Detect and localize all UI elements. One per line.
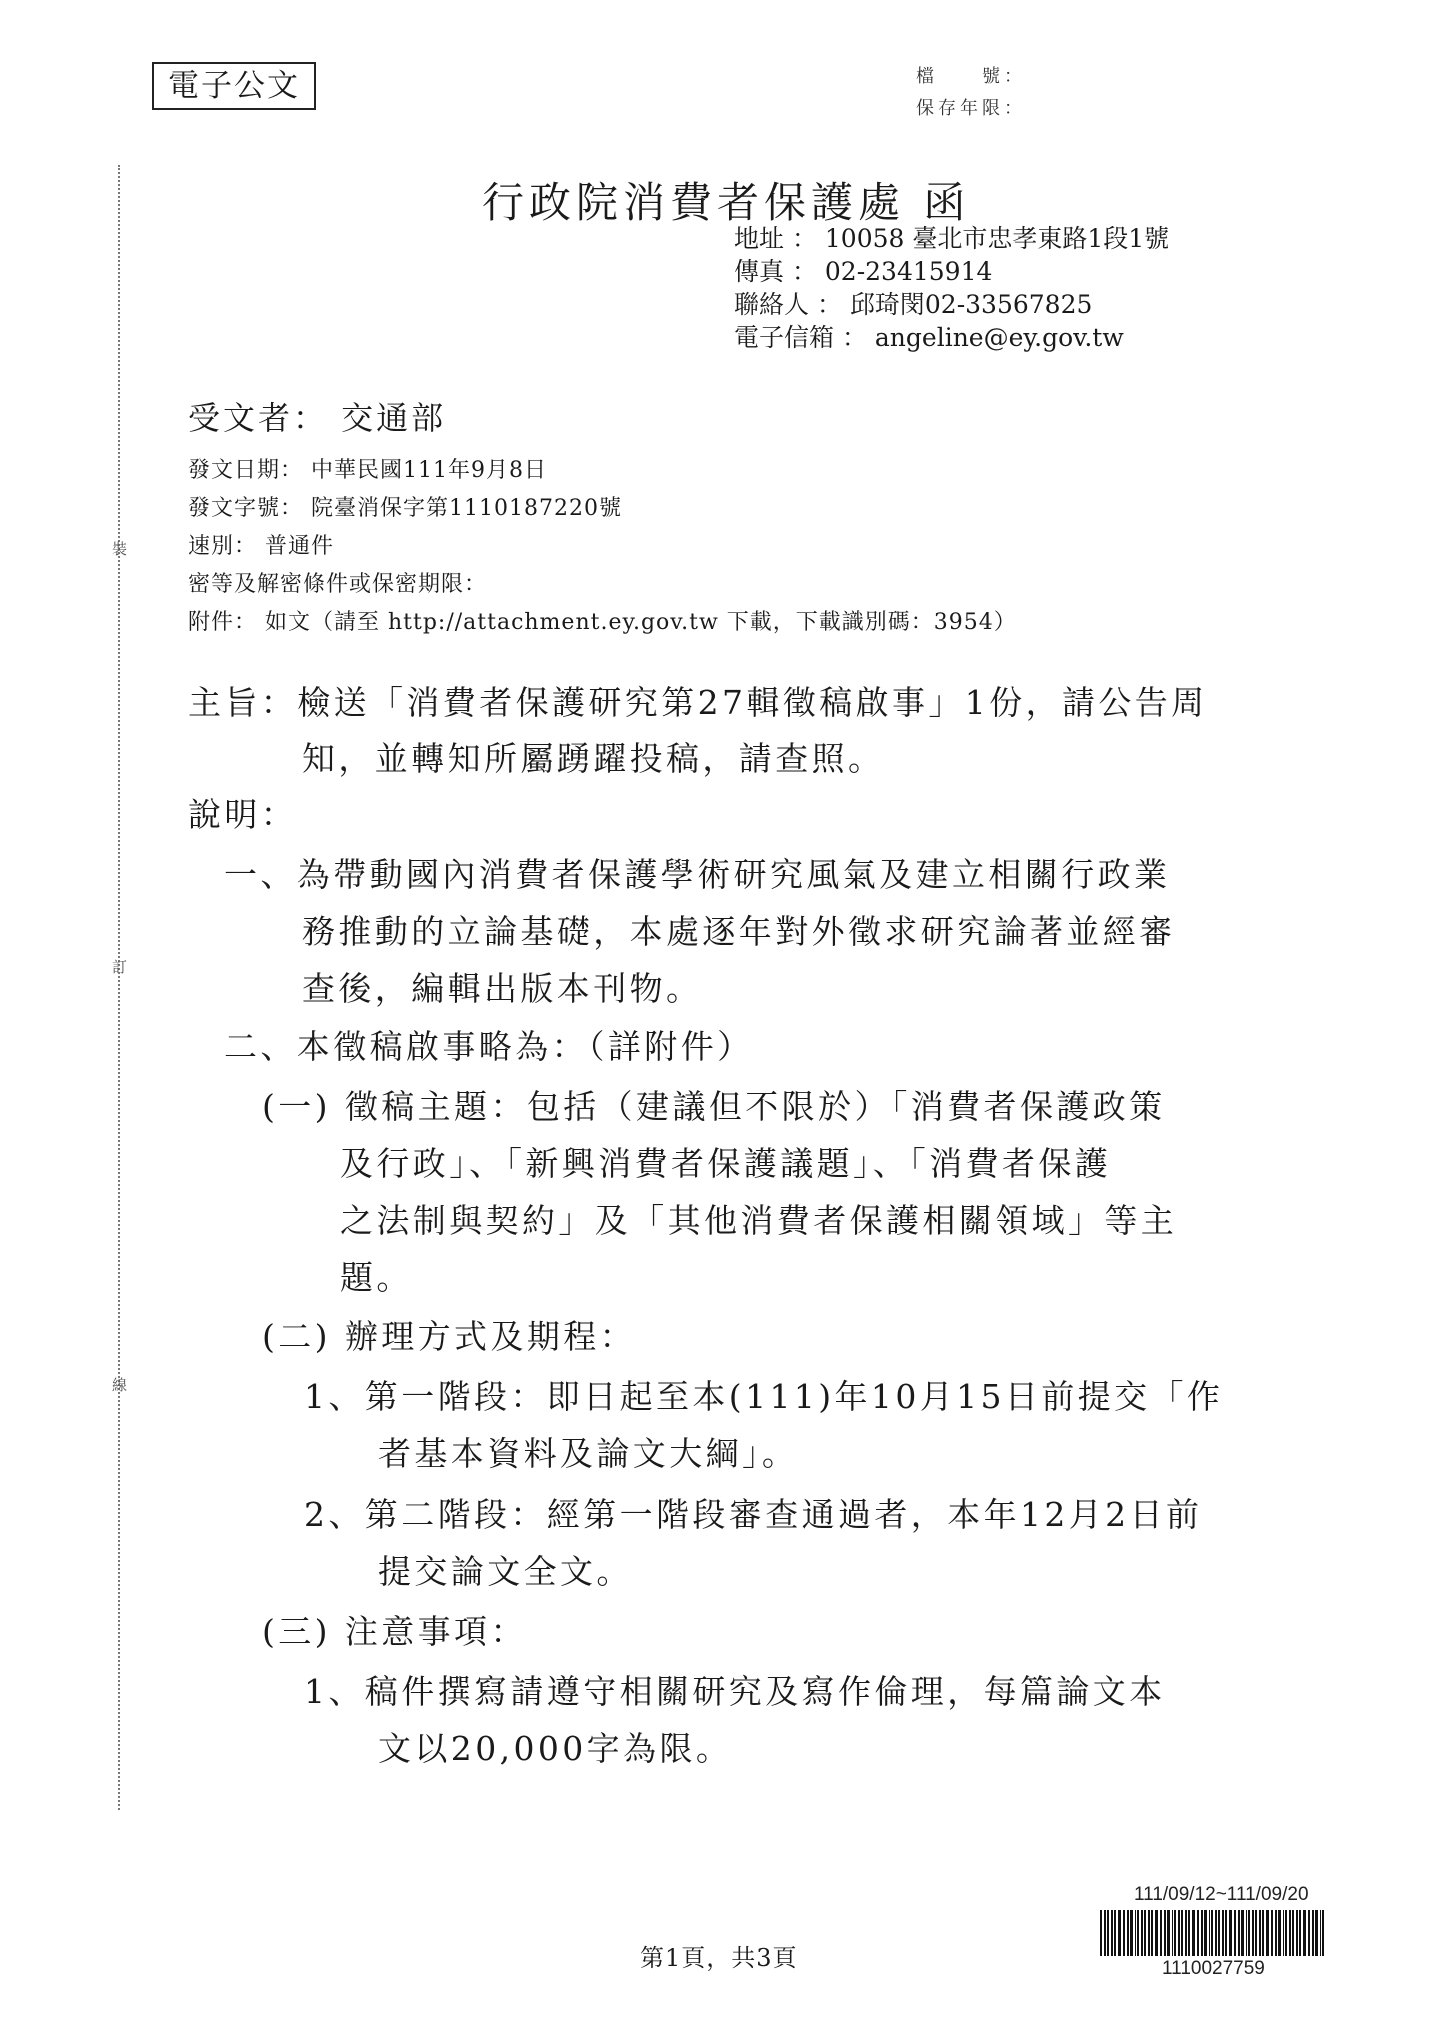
barcode-bar (1185, 1910, 1187, 1956)
barcode-bar (1174, 1910, 1176, 1956)
barcode-bar (1100, 1910, 1102, 1956)
sub-item-1-line-1: (一) 徵稿主題：包括（建議但不限於）「消費者保護政策 (262, 1087, 1166, 1126)
barcode-number: 1110027759 (1162, 1958, 1265, 1979)
barcode-bar (1271, 1910, 1273, 1956)
barcode-bar (1130, 1910, 1133, 1956)
item-1-line-2: 務推動的立論基礎，本處逐年對外徵求研究論著並經審 (302, 912, 1176, 951)
barcode-bar (1167, 1910, 1170, 1956)
sub-item-3-1-line-2: 文以20,000字為限。 (378, 1729, 733, 1768)
barcode-bar (1204, 1910, 1207, 1956)
barcode-bar (1114, 1910, 1116, 1956)
item-2: 二、本徵稿啟事略為：（詳附件） (224, 1027, 754, 1066)
barcode-bar (1308, 1910, 1310, 1956)
file-number-label: 檔 號： (916, 66, 1026, 87)
barcode-bar (1151, 1910, 1153, 1956)
sub-item-2-1-line-1: 1、第一階段：即日起至本(111)年10月15日前提交「作 (304, 1377, 1224, 1416)
barcode-bar (1266, 1910, 1269, 1956)
barcode-bar (1229, 1910, 1232, 1956)
barcode-bar (1278, 1910, 1281, 1956)
barcode-bar (1148, 1910, 1150, 1956)
binding-char-zhuang: 裝 (112, 540, 128, 558)
barcode-bar (1144, 1910, 1146, 1956)
barcode-bar (1292, 1910, 1294, 1956)
binding-char-xian: 線 (112, 1376, 128, 1394)
retention-period-label: 保存年限： (916, 98, 1026, 119)
explanation-heading: 說明： (188, 795, 298, 834)
barcode-bar (1285, 1910, 1287, 1956)
sub-item-1-line-4: 題。 (340, 1258, 413, 1297)
barcode-bar (1303, 1910, 1306, 1956)
sub-item-2-2-line-2: 提交論文全文。 (378, 1552, 633, 1591)
barcode-bar (1241, 1910, 1244, 1956)
barcode-bar (1225, 1910, 1227, 1956)
barcode-bar (1238, 1910, 1240, 1956)
sub-item-1-line-3: 之法制與契約」及「其他消費者保護相關領域」等主 (340, 1201, 1178, 1240)
barcode-bar (1262, 1910, 1264, 1956)
barcode-bar (1252, 1910, 1254, 1956)
barcode-bar (1222, 1910, 1224, 1956)
barcode-bar (1315, 1910, 1318, 1956)
barcode-bar (1312, 1910, 1314, 1956)
barcode-bar (1181, 1910, 1183, 1956)
barcode-bar (1141, 1910, 1143, 1956)
barcode-bar (1322, 1910, 1324, 1956)
sub-item-2: (二) 辦理方式及期程： (262, 1317, 637, 1356)
sub-item-2-2-line-1: 2、第二階段：經第一階段審查通過者，本年12月2日前 (304, 1495, 1203, 1534)
subject-line-1: 主旨：檢送「消費者保護研究第27輯徵稿啟事」1份，請公告周 (188, 683, 1208, 722)
barcode-bar (1137, 1910, 1139, 1956)
contact-email: 電子信箱 ： angeline@ey.gov.tw (734, 323, 1124, 352)
barcode-bar (1201, 1910, 1203, 1956)
contact-person: 聯絡人 ： 邱琦閔02-33567825 (734, 290, 1093, 319)
barcode-bar (1218, 1910, 1220, 1956)
barcode (1098, 1910, 1328, 1956)
barcode-bar (1299, 1910, 1301, 1956)
secrecy-level: 密等及解密條件或保密期限： (188, 572, 488, 597)
sub-item-3-1-line-1: 1、稿件撰寫請遵守相關研究及寫作倫理，每篇論文本 (304, 1672, 1166, 1711)
subject-line-2: 知，並轉知所屬踴躍投稿，請查照。 (302, 739, 885, 778)
barcode-bar (1209, 1910, 1210, 1956)
barcode-bar (1123, 1910, 1125, 1956)
sub-item-3: (三) 注意事項： (262, 1612, 527, 1651)
barcode-bar (1246, 1910, 1247, 1956)
barcode-bar (1259, 1910, 1261, 1956)
sub-item-2-1-line-2: 者基本資料及論文大綱」。 (378, 1434, 799, 1473)
document-number: 發文字號： 院臺消保字第1110187220號 (188, 496, 622, 521)
issue-date: 發文日期： 中華民國111年9月8日 (188, 458, 547, 483)
processing-date-range: 111/09/12~111/09/20 (1134, 1884, 1309, 1905)
barcode-bar (1178, 1910, 1180, 1956)
barcode-bar (1172, 1910, 1173, 1956)
contact-fax: 傳真 ： 02-23415914 (734, 257, 993, 286)
barcode-bar (1135, 1910, 1136, 1956)
barcode-bar (1127, 1910, 1129, 1956)
barcode-bar (1296, 1910, 1298, 1956)
barcode-bar (1188, 1910, 1190, 1956)
contact-address: 地址 ： 10058 臺北市忠孝東路1段1號 (734, 224, 1170, 253)
barcode-bar (1160, 1910, 1162, 1956)
barcode-bar (1192, 1910, 1195, 1956)
barcode-bar (1164, 1910, 1166, 1956)
barcode-bar (1197, 1910, 1199, 1956)
item-1-line-3: 查後，編輯出版本刊物。 (302, 969, 703, 1008)
item-1-line-1: 一、為帶動國內消費者保護學術研究風氣及建立相關行政業 (224, 855, 1171, 894)
binding-line (118, 165, 120, 1810)
sub-item-1-line-2: 及行政」、「新興消費者保護議題」、「消費者保護 (340, 1144, 1112, 1183)
document-title: 行政院消費者保護處 函 (482, 178, 971, 227)
barcode-bar (1283, 1910, 1284, 1956)
barcode-bar (1275, 1910, 1277, 1956)
delivery-speed: 速別： 普通件 (188, 534, 334, 559)
barcode-bar (1255, 1910, 1257, 1956)
barcode-bar (1111, 1910, 1113, 1956)
recipient: 受文者： 交通部 (188, 399, 447, 437)
barcode-bar (1118, 1910, 1121, 1956)
attachment-info: 附件： 如文（請至 http://attachment.ey.gov.tw 下載，下載識別碼：3954） (188, 610, 1017, 635)
page-number: 第1頁，共3頁 (640, 1944, 798, 1972)
binding-char-ding: 訂 (112, 958, 128, 976)
barcode-bar (1107, 1910, 1109, 1956)
barcode-bar (1289, 1910, 1291, 1956)
barcode-bar (1248, 1910, 1250, 1956)
barcode-bar (1104, 1910, 1106, 1956)
barcode-bar (1234, 1910, 1236, 1956)
barcode-bar (1320, 1910, 1321, 1956)
barcode-bar (1215, 1910, 1217, 1956)
barcode-bar (1155, 1910, 1158, 1956)
barcode-bar (1211, 1910, 1213, 1956)
e-document-stamp: 電子公文 (152, 62, 316, 110)
